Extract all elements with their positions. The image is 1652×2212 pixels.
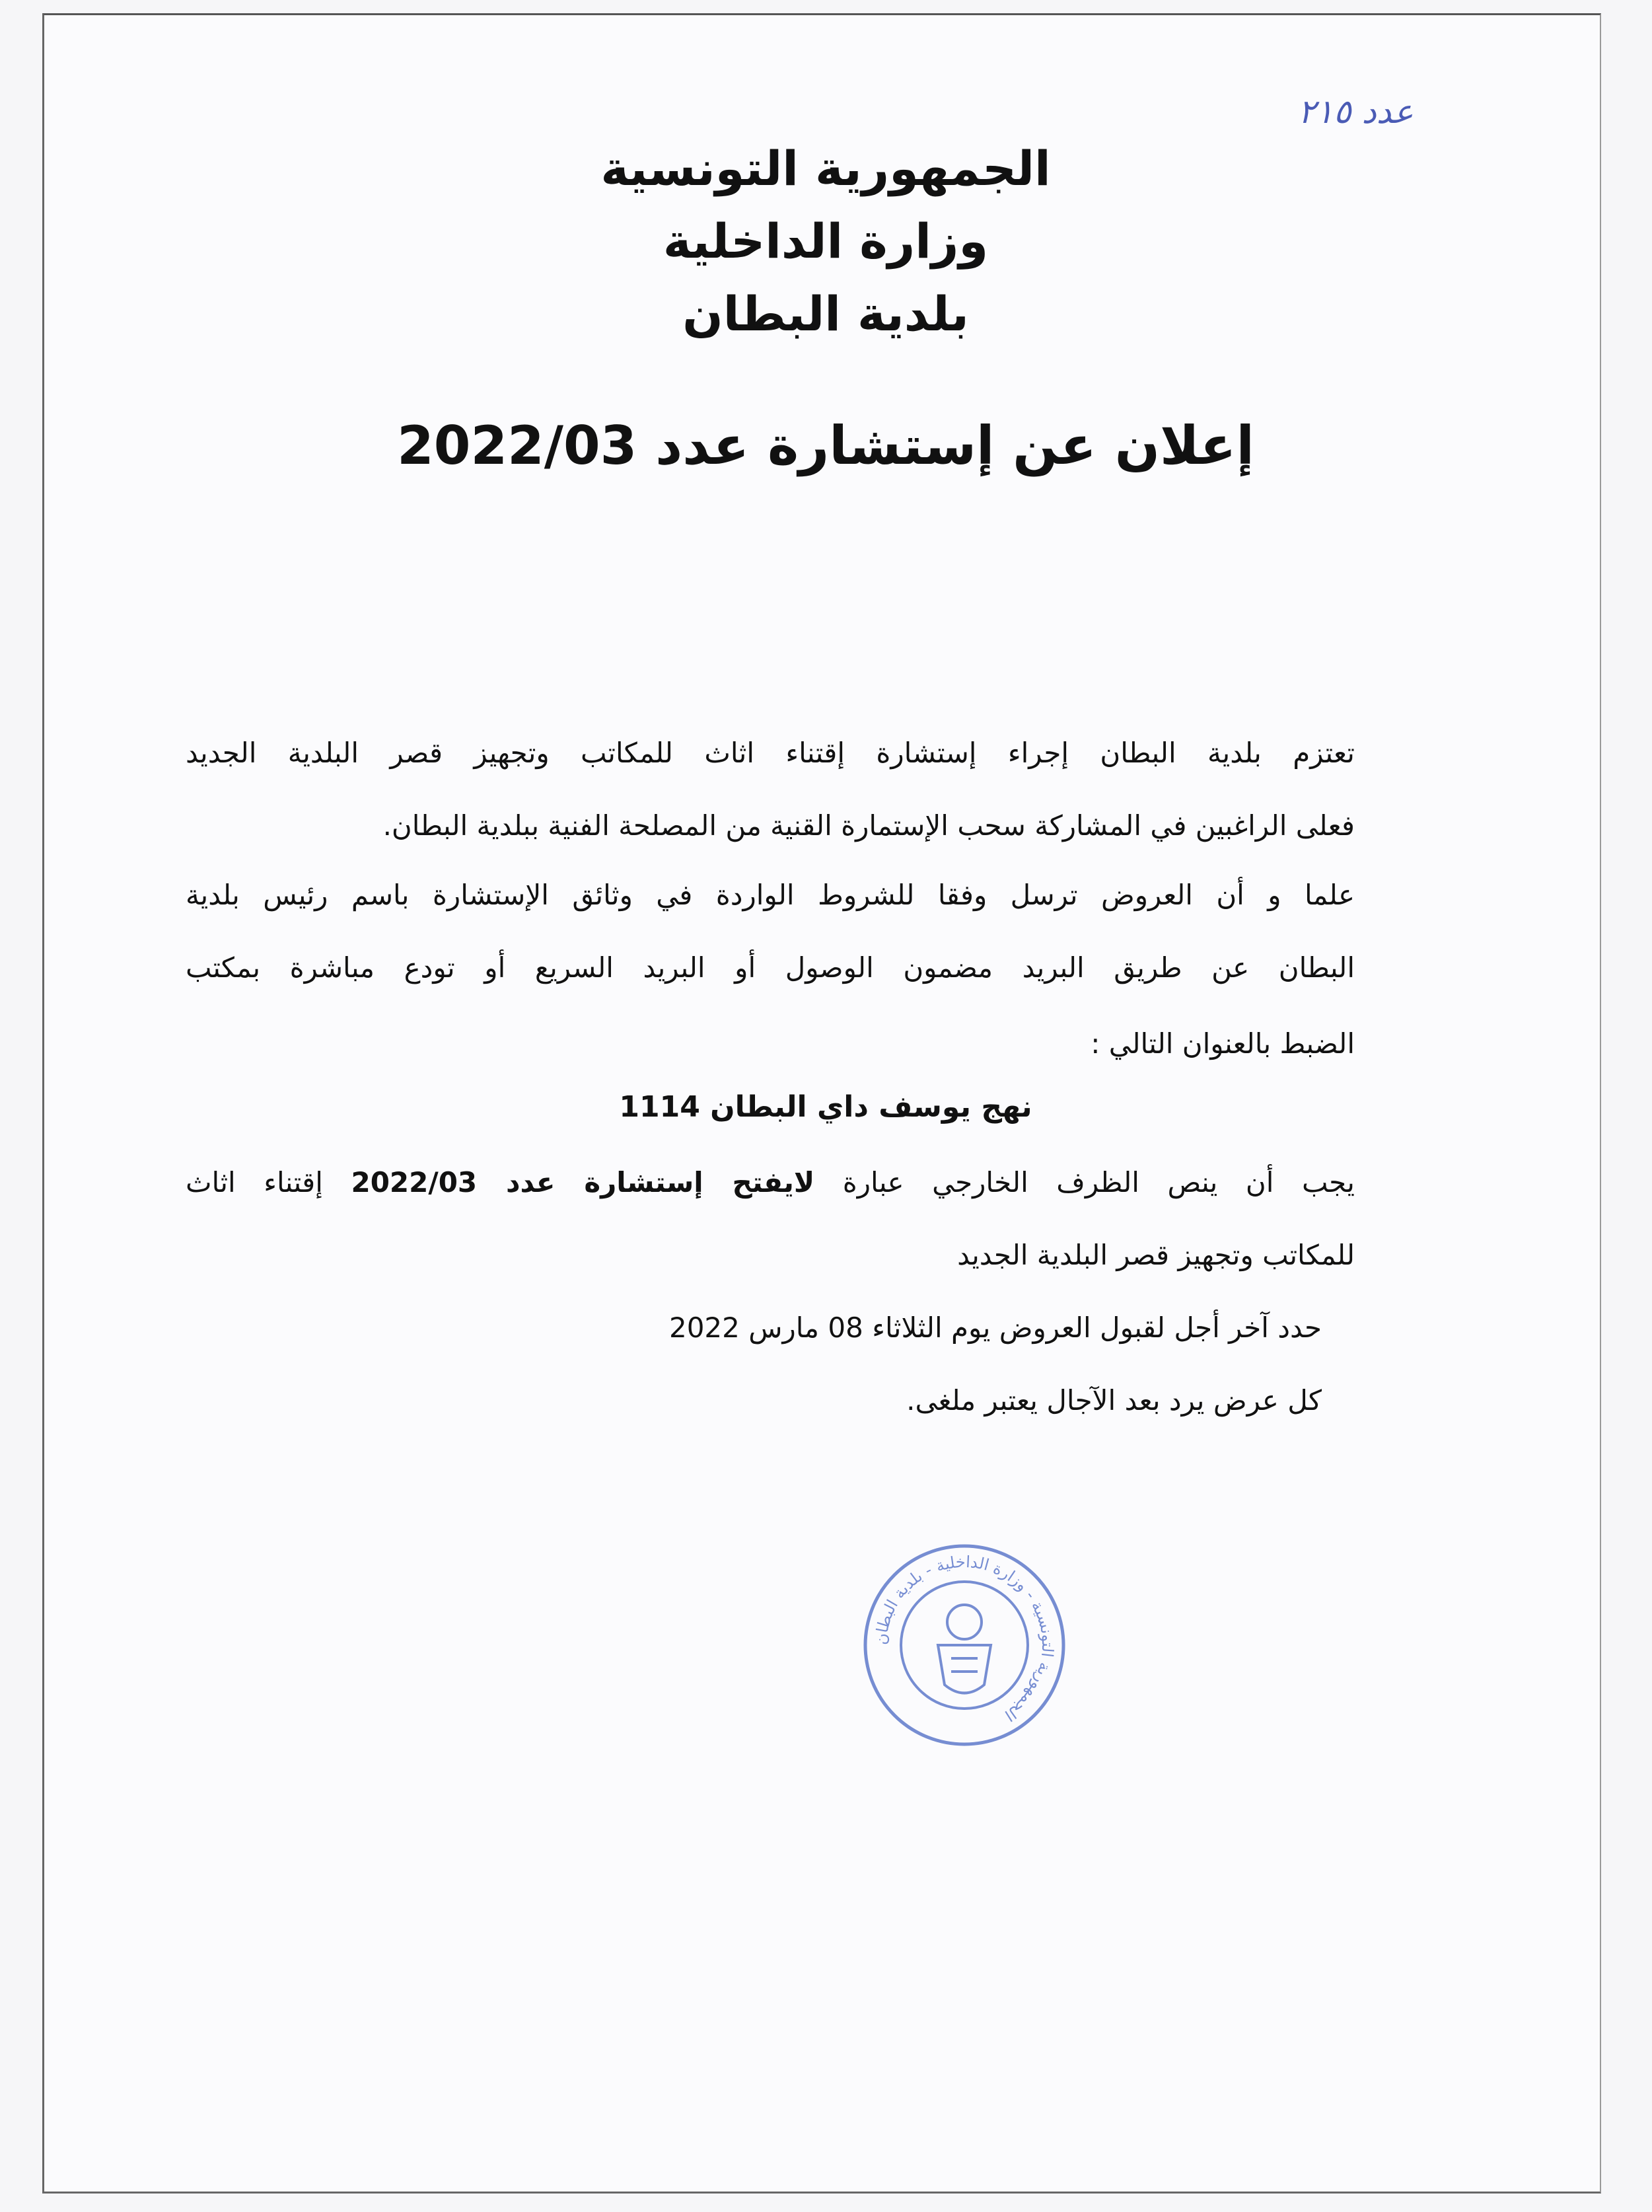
envelope-marking-text: لايفتح إستشارة عدد 2022/03 <box>351 1166 815 1198</box>
paragraph-1-line-1: تعتزم بلدية البطان إجراء إستشارة إقتناء اثاث للمكاتب وتجهيز قصر البلدية الجديد <box>186 737 1355 769</box>
document-title: إعلان عن إستشارة عدد 2022/03 <box>397 415 1254 476</box>
paragraph-2-line-3: الضبط بالعنوان التالي : <box>1091 1027 1355 1060</box>
official-seal-stamp <box>859 1539 1070 1751</box>
paragraph-1-line-2: فعلى الراغبين في المشاركة سحب الإستمارة القنية من المصلحة الفنية ببلدية البطان. <box>382 809 1355 842</box>
paragraph-3-line-1 <box>186 1166 1355 1198</box>
late-offers-note: كل عرض يرد بعد الآجال يعتبر ملغى. <box>906 1384 1322 1417</box>
office-address: نهج يوسف داي البطان 1114 <box>619 1090 1032 1124</box>
paragraph-2-line-1: علما و أن العروض ترسل وفقا للشروط الواردة في وثائق الإستشارة باسم رئيس بلدية <box>186 879 1355 911</box>
letterhead-ministry: وزارة الداخلية <box>663 213 989 269</box>
seal-emblem-icon <box>938 1605 991 1693</box>
handwritten-reference-number: عدد ٢١٥ <box>1298 92 1414 131</box>
letterhead <box>462 132 1189 350</box>
envelope-instruction-suffix: إقتناء اثاث <box>186 1166 323 1198</box>
paragraph-2-line-2: البطان عن طريق البريد مضمون الوصول أو البريد السريع أو تودع مباشرة بمكتب <box>186 951 1355 984</box>
seal-ring-text: الجمهورية التونسية - وزارة الداخلية - بلدية البطان <box>871 1552 1058 1725</box>
submission-deadline: حدد آخر أجل لقبول العروض يوم الثلاثاء 08 مارس 2022 <box>668 1311 1322 1344</box>
paragraph-3-line-2: للمكاتب وتجهيز قصر البلدية الجديد <box>957 1239 1355 1271</box>
letterhead-municipality: بلدية البطان <box>682 286 969 342</box>
letterhead-country: الجمهورية التونسية <box>600 141 1051 196</box>
envelope-instruction-prefix: يجب أن ينص الظرف الخارجي عبارة <box>842 1166 1355 1198</box>
seal-graphic <box>859 1539 1070 1751</box>
